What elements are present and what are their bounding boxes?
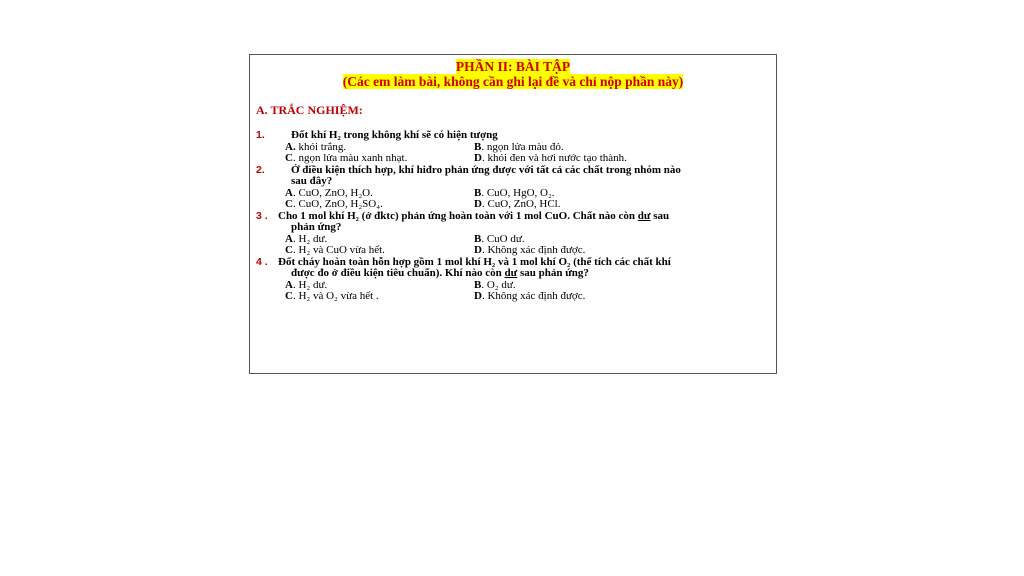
question-number: 3 . [256,209,268,222]
option-c[interactable]: C. CuO, ZnO, H₂SO₄. [285,198,383,210]
option-b[interactable]: B. O₂ dư. [474,278,516,291]
option-d[interactable]: D. Không xác định được. [474,290,586,302]
option-b[interactable]: B. CuO dư. [474,232,525,245]
section-title: A. TRẮC NGHIỆM: [256,103,363,117]
options-4 [285,280,776,303]
option-c[interactable]: C. H₂ và CuO vừa hết. [285,244,385,256]
question-text: Cho 1 mol khí H₂ (ở đktc) phản ứng hoàn toàn với 1 mol CuO. Chất nào còn dư sau [278,209,670,222]
question-text-cont: sau đây? [291,175,333,187]
question-3 [250,211,776,234]
question-4 [250,257,776,280]
option-d[interactable]: D. Không xác định được. [474,244,586,256]
question-text: Đốt cháy hoàn toàn hỗn hợp gồm 1 mol khí H₂ và 1 mol khí O₂ (thể tích các chất khí [278,255,671,268]
option-a[interactable]: A. khói trắng. [285,140,347,153]
option-a[interactable]: A. H₂ dư. [285,232,328,245]
options-2 [285,188,776,211]
option-c[interactable]: C. H₂ và O₂ vừa hết . [285,290,379,302]
question-text-cont: phản ứng? [291,221,342,233]
question-text-cont: được đo ở điều kiện tiêu chuẩn). Khí nào còn dư sau phản ứng? [291,267,589,279]
question-number: 2. [256,163,265,176]
question-text: Ở điều kiện thích hợp, khí hiđro phản ứng được với tất cả các chất trong nhóm nào [291,163,681,176]
question-1 [250,130,776,142]
options-1 [285,142,776,165]
option-d[interactable]: D. CuO, ZnO, HCl. [474,198,561,210]
question-number: 4 . [256,255,268,268]
option-a[interactable]: A. CuO, ZnO, H₂O. [285,186,373,199]
question-2 [250,165,776,188]
options-3 [285,234,776,257]
question-number: 1. [256,129,265,141]
option-c[interactable]: C. ngọn lửa màu xanh nhạt. [285,152,408,164]
part-title: PHẦN II: BÀI TẬP [455,59,571,74]
worksheet-heading [250,59,776,89]
option-a[interactable]: A. H₂ dư. [285,278,328,291]
option-d[interactable]: D. khói đen và hơi nước tạo thành. [474,152,627,164]
question-text: Đốt khí H₂ trong không khí sẽ có hiện tượng [291,129,498,141]
instruction-note: (Các em làm bài, không cần ghi lại đề và chỉ nộp phần này) [342,74,684,89]
option-b[interactable]: B. ngọn lửa màu đỏ. [474,140,564,153]
question-list [250,130,776,303]
worksheet [249,54,777,374]
option-b[interactable]: B. CuO, HgO, O₂. [474,186,555,199]
